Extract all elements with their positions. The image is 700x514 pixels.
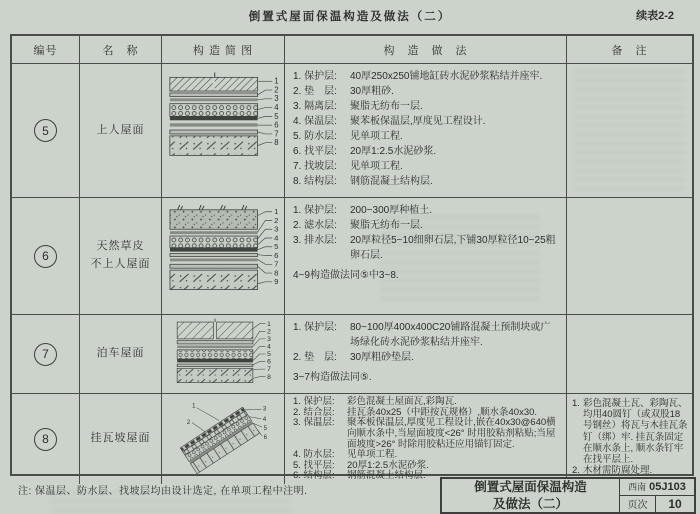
roof-name-cell (80, 394, 162, 484)
roof-section-diagram (171, 317, 275, 391)
method-line: 3. 隔离层: 聚脂无纺布一层. (293, 101, 423, 112)
method-line: 6. 结构层: 钢筋混凝土结构层. (293, 470, 426, 482)
layer-label: 6 (267, 358, 271, 366)
method-line: 2. 滤水层: 聚脂无纺布一层. (293, 220, 423, 231)
layer-label: 3 (262, 406, 267, 413)
page-number-cell (620, 496, 694, 513)
layer-label: 7 (274, 259, 279, 269)
method-line: 4. 保温层: 聚苯板保温层,厚度见工程设计. (293, 116, 486, 127)
title-block-name (442, 479, 620, 512)
roof-name-cell (80, 315, 162, 394)
method-line: 3~7构造做法同⑤. (293, 372, 372, 383)
layer-label: 6 (274, 120, 279, 130)
title-block-right (620, 479, 694, 512)
atlas-region: 西南 (628, 482, 647, 493)
layer-label: 5 (263, 426, 267, 433)
layer-label: 7 (274, 128, 279, 138)
layer-label: 4 (274, 102, 279, 112)
diagram-cell (162, 315, 285, 394)
remark-cell (567, 198, 692, 315)
construction-table (10, 34, 694, 482)
header-method: 构 造 做 法 (285, 36, 567, 64)
diagram-cell (162, 394, 285, 484)
method-line: 2. 垫 层: 30厚粗砂垫层. (293, 352, 414, 363)
layer-label: 2 (274, 215, 279, 225)
layer-label: 5 (274, 111, 279, 121)
roof-name: 不上人屋面 (90, 258, 151, 270)
layer-label: 2 (186, 420, 191, 427)
roof-section-diagram (164, 202, 282, 311)
diagram-cell (162, 198, 285, 315)
layer-label: 4 (262, 417, 267, 424)
page-title: 倒置式屋面保温构造及做法（二） (248, 11, 452, 23)
circled-number: 8 (34, 428, 57, 451)
roof-section-diagram (164, 69, 282, 193)
layer-label: 9 (274, 276, 279, 286)
title-block-line1: 倒置式屋面保温构造 (474, 480, 587, 495)
title-block-line2: 及做法（二） (492, 496, 568, 511)
row-number-cell (12, 198, 80, 315)
method-cell (285, 198, 567, 315)
remark-cell (567, 394, 692, 484)
method-line: 8. 结构层: 钢筋混凝土结构层. (293, 176, 433, 187)
method-line: 4. 防水层: 见单项工程. (293, 449, 398, 461)
remark-cell (567, 315, 692, 394)
diagram-cell (162, 64, 285, 198)
roof-name: 泊车屋面 (96, 347, 145, 360)
layer-label: 3 (274, 224, 279, 234)
method-line: 7. 找坡层: 见单项工程. (293, 161, 403, 172)
method-line: 1. 保护层: 200~300厚种植土. (293, 205, 432, 216)
layer-label: 5 (267, 351, 271, 359)
circled-number: 7 (34, 343, 57, 366)
row-number-cell (12, 315, 80, 394)
table-footnote: 注: 保温层、防水层、找坡层均由设计选定, 在单项工程中注明. (18, 486, 308, 497)
method-line: 3. 排水层: 20厚粒径5~10细卵石层,下铺30厚粒径10~25粗卵石层. (293, 235, 556, 261)
layer-label: 8 (267, 373, 271, 381)
method-line: 5. 找平层: 20厚1:2.5水泥砂浆. (293, 459, 429, 471)
row-number-cell (12, 394, 80, 484)
circled-number: 6 (34, 245, 57, 268)
page-number-value: 10 (668, 496, 682, 511)
layer-label: 6 (274, 250, 279, 260)
method-line: 4~9构造做法同⑤中3~8. (293, 270, 399, 281)
layer-label: 7 (267, 366, 271, 374)
atlas-code-cell (620, 479, 694, 496)
method-line: 1. 保护层: 彩色混凝土屋面瓦,彩陶瓦. (293, 396, 457, 407)
continuation-table-label: 续表2-2 (636, 10, 674, 22)
row-number-cell (12, 64, 80, 198)
layer-label: 3 (274, 93, 279, 103)
method-line: 1. 保护层: 40厚250x250铺地缸砖水泥砂浆粘结并座牢. (293, 71, 543, 82)
circled-number: 5 (34, 119, 57, 142)
layer-label: 2 (267, 328, 271, 336)
method-cell (285, 64, 567, 198)
method-cell (285, 315, 567, 394)
header-name: 名 称 (80, 36, 162, 64)
roof-name: 上人屋面 (96, 123, 145, 136)
method-cell (285, 394, 567, 484)
layer-label: 8 (274, 137, 279, 147)
remark-line: 2. 木材需防腐处理. (572, 465, 653, 477)
remark-cell (567, 64, 692, 198)
title-block (440, 477, 696, 514)
roof-name-cell (80, 64, 162, 198)
method-line: 3. 保温层: 聚苯板保温层,厚度见工程设计,嵌在40x30@640横向顺水条中,当屋面坡度<26° 时用胶粘剂粘贴;当屋面坡度>26° 时除用胶粘还应用锚钉固定. (293, 417, 556, 450)
sloped-roof-diagram (173, 398, 273, 480)
atlas-code: 05J103 (649, 480, 686, 493)
layer-label: 4 (274, 232, 279, 242)
layer-label: 1 (267, 320, 271, 328)
method-line: 6. 找平层: 20厚1:2.5水泥砂浆. (293, 146, 437, 157)
layer-label: 1 (192, 403, 196, 410)
layer-label: 4 (267, 343, 271, 351)
layer-label: 2 (274, 84, 279, 94)
layer-label: 1 (274, 76, 279, 86)
header-remark: 备 注 (567, 36, 692, 64)
header-no: 编号 (12, 36, 80, 64)
method-line: 2. 垫 层: 30厚粗砂. (293, 86, 394, 97)
method-line: 1. 保护层: 80~100厚400x400C20铺路混凝土预制块或广场绿化砖水泥砂浆粘结并座牢. (293, 322, 551, 348)
method-line: 2. 结合层: 挂瓦条40x25（中距按瓦规格）,顺水条40x30. (293, 406, 538, 418)
layer-label: 6 (263, 435, 267, 441)
page-number-label: 页次 (620, 496, 656, 513)
roof-name: 天然草皮 (96, 240, 145, 253)
roof-name: 挂瓦坡屋面 (90, 432, 151, 445)
roof-name-cell (80, 198, 162, 315)
method-line: 5. 防水层: 见单项工程. (293, 131, 403, 142)
layer-label: 3 (267, 335, 271, 343)
layer-label: 5 (274, 241, 279, 251)
layer-label: 8 (274, 267, 279, 277)
layer-label: 1 (274, 206, 279, 216)
header-diagram: 构 造 简 图 (162, 36, 285, 64)
remark-line: 1. 彩色混凝土瓦、彩陶瓦、均用40圆钉（或双股18号钢丝）将瓦与木挂瓦条钉（绑）牢. 挂瓦条固定在顺水条上, 顺水条钉牢在找平层上. (572, 398, 688, 466)
